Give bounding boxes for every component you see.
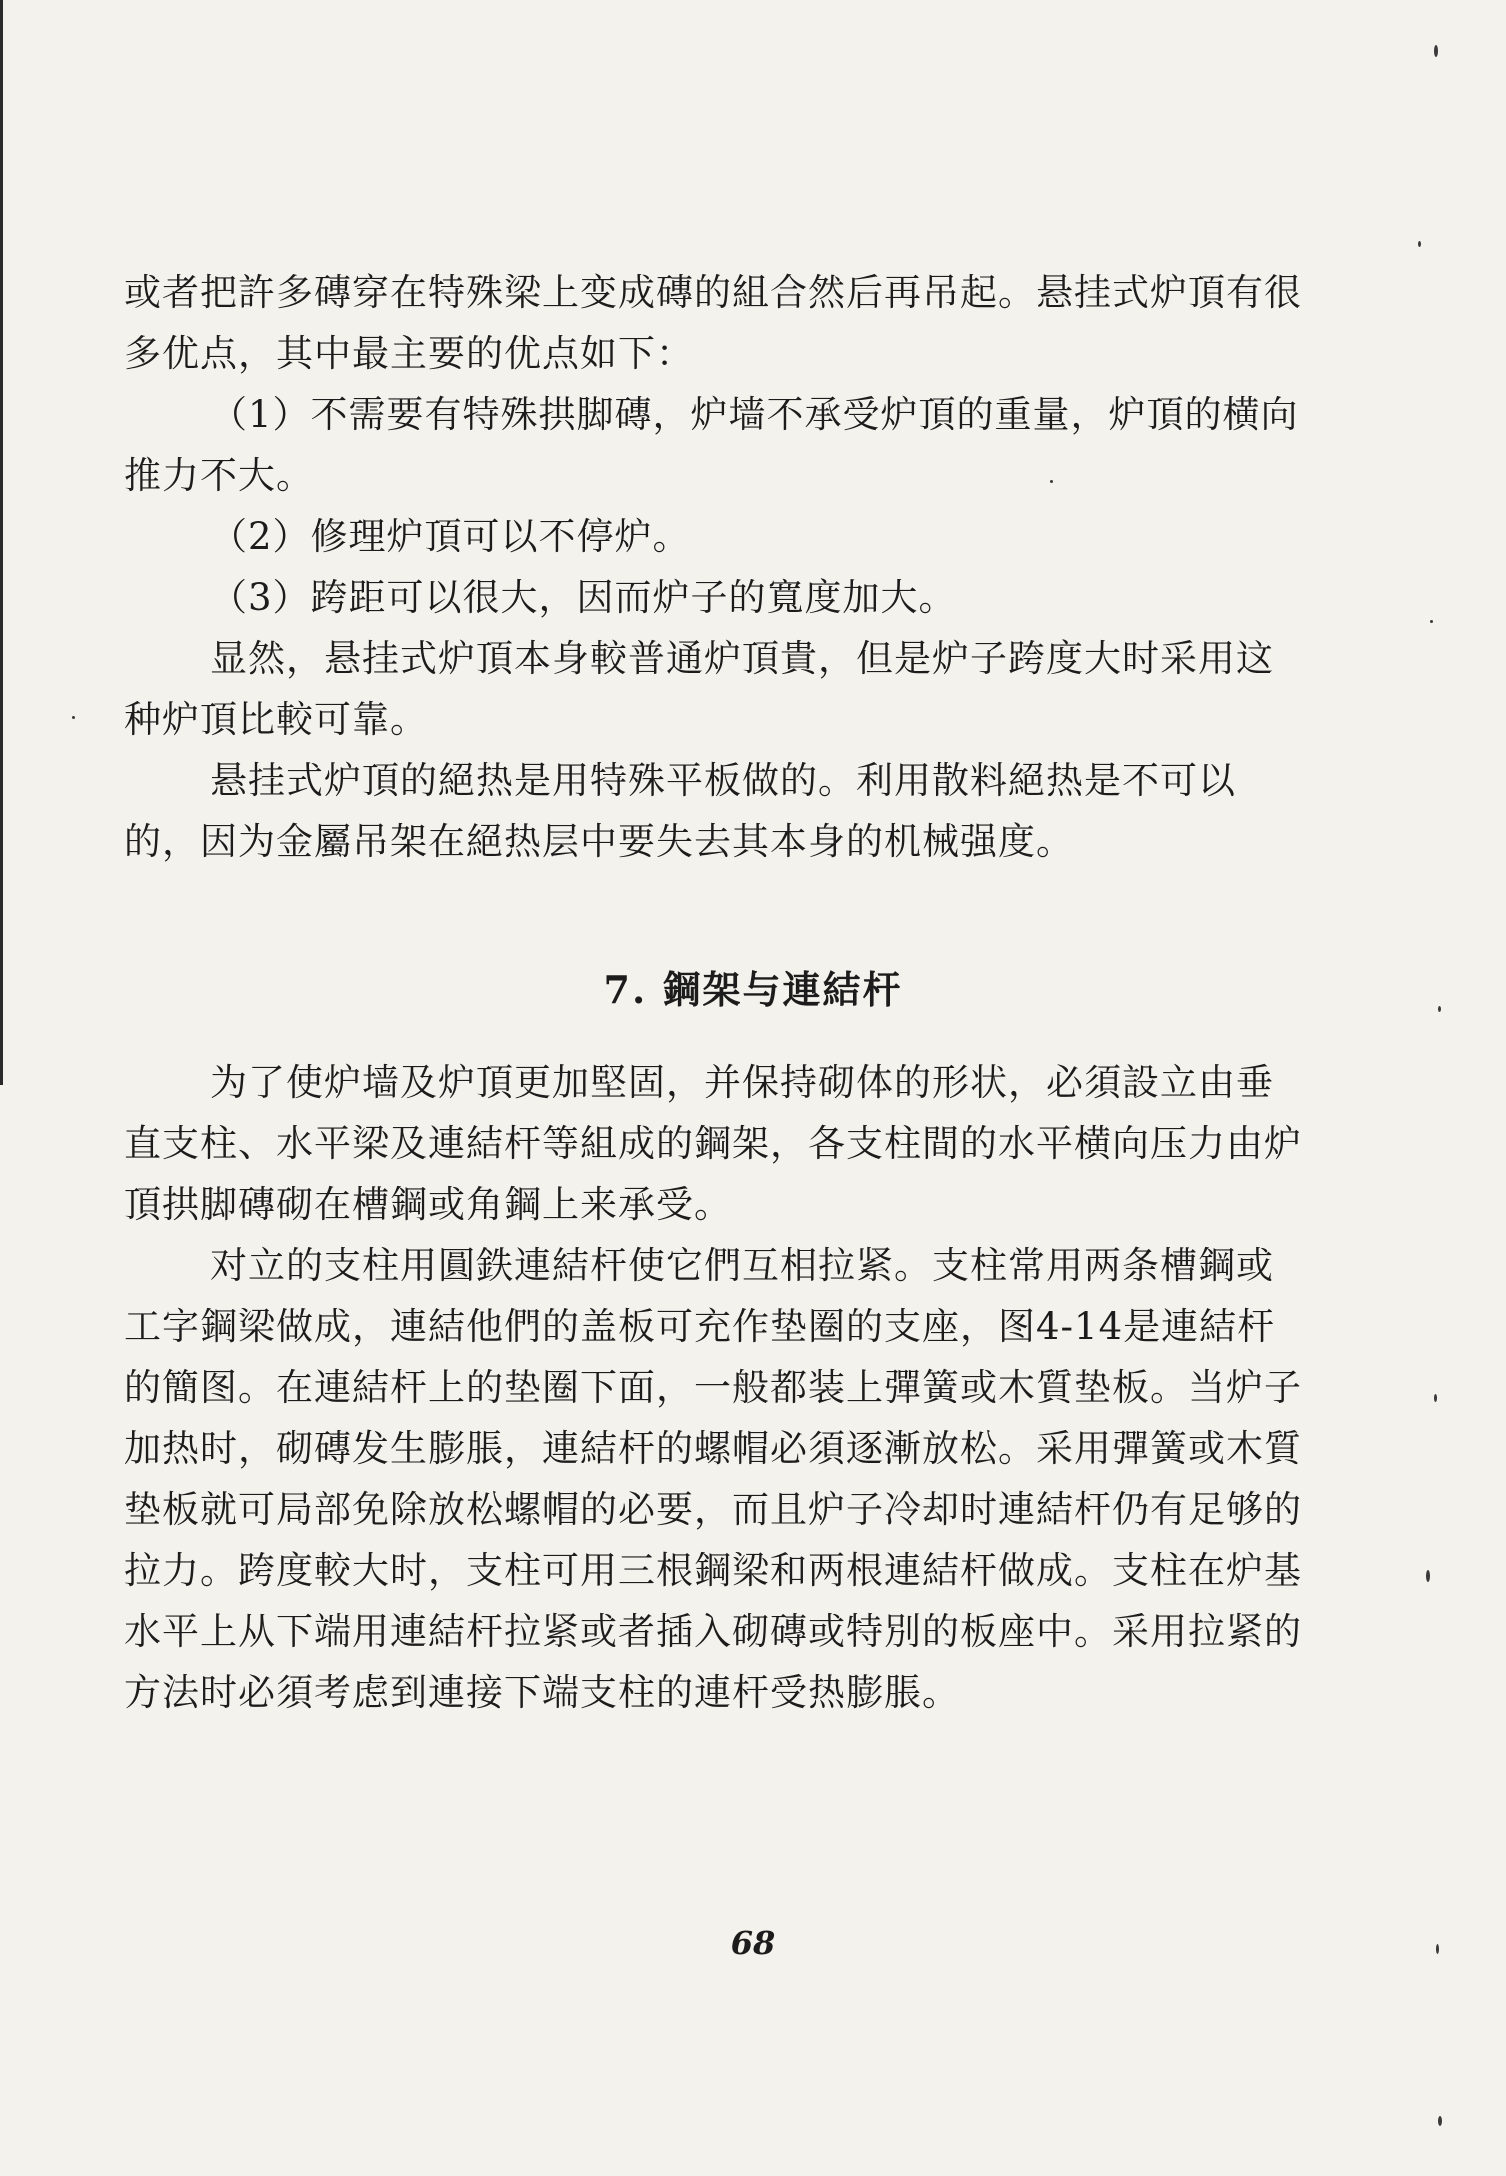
list-item-1: （1）不需要有特殊拱脚磚，炉墙不承受炉頂的重量，炉頂的横向推力不大。 — [124, 393, 1299, 497]
paragraph-steel-frame: 为了使炉墙及炉頂更加堅固，并保持砌体的形状，必須設立由垂直支柱、水平梁及連結杆等組成的鋼架，各支柱間的水平横向压力由炉頂拱脚磚砌在槽鋼或角鋼上来承受。 — [124, 1061, 1302, 1226]
scan-speck — [1438, 1006, 1441, 1012]
section-a — [124, 262, 1304, 872]
paragraph-tie-rods: 对立的支柱用圓鉄連結杆使它們互相拉紧。支柱常用两条槽鋼或工字鋼梁做成，連結他們的盖板可充作垫圈的支座，图4-14是連結杆的簡图。在連結杆上的垫圈下面，一般都装上彈簧或木質垫板。当炉子加热时，砌磚发生膨脹，連結杆的螺帽必須逐漸放松。采用彈簧或木質垫板就可局部免除放松螺帽的必要，而且炉子冷却时連結杆仍有足够的拉力。跨度較大时，支柱可用三根鋼梁和两根連結杆做成。支柱在炉基水平上从下端用連結杆拉紧或者插入砌磚或特別的板座中。采用拉紧的方法时必須考虑到連接下端支柱的連杆受热膨脹。 — [124, 1244, 1302, 1714]
paragraph-insulation: 悬挂式炉頂的絕热是用特殊平板做的。利用散料絕热是不可以的，因为金屬吊架在絕热层中要失去其本身的机械强度。 — [124, 759, 1236, 863]
scan-speck — [1426, 1570, 1430, 1582]
list-item-2: （2）修理炉頂可以不停炉。 — [210, 515, 691, 558]
scan-speck — [1436, 1944, 1439, 1954]
paragraph-comparison: 显然，悬挂式炉頂本身較普通炉頂貴，但是炉子跨度大时采用这种炉頂比較可靠。 — [124, 637, 1274, 741]
scan-speck — [1434, 45, 1438, 57]
list-item-3: （3）跨距可以很大，因而炉子的寬度加大。 — [210, 576, 957, 619]
scan-speck — [1434, 1394, 1437, 1402]
page-number: 68 — [730, 1924, 776, 1962]
scan-speck — [1418, 241, 1421, 247]
section-b — [124, 1052, 1304, 1723]
paragraph-intro: 或者把許多磚穿在特殊梁上变成磚的組合然后再吊起。悬挂式炉頂有很多优点，其中最主要的优点如下： — [124, 271, 1302, 375]
scan-speck — [1050, 480, 1053, 483]
scan-speck — [1438, 2116, 1442, 2126]
section-heading: 7. 鋼架与連結杆 — [603, 967, 903, 1012]
left-margin-line — [0, 0, 3, 1085]
scan-speck — [1430, 620, 1433, 623]
scan-speck — [72, 716, 75, 719]
